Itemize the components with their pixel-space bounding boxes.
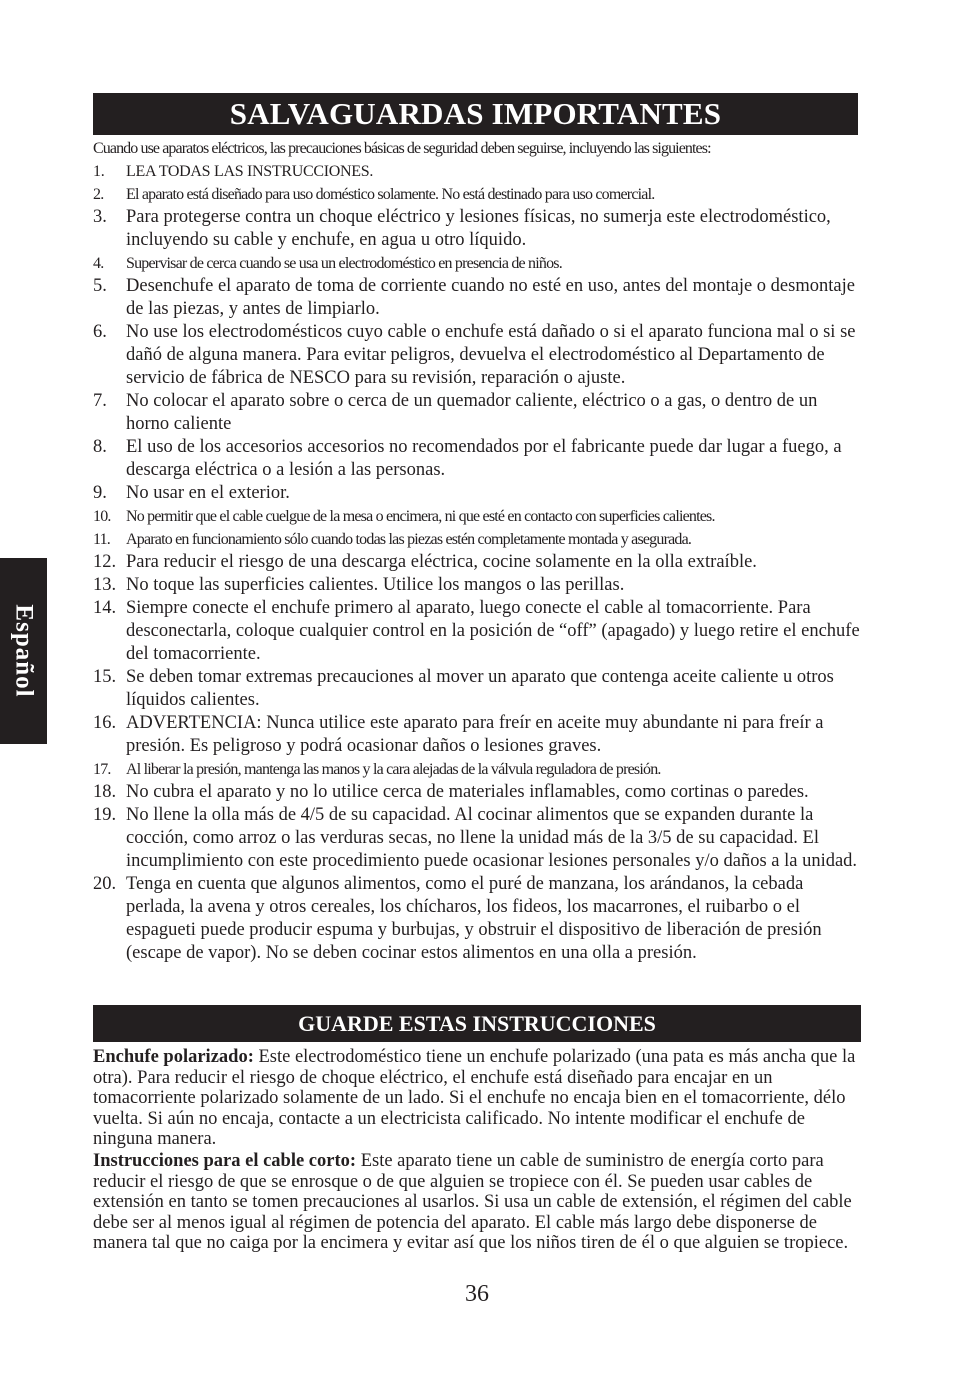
item-text: Se deben tomar extremas precauciones al mover un aparato que contenga aceite caliente u otros líquidos calientes. xyxy=(126,667,834,710)
item-number: 10. xyxy=(93,508,111,525)
list-item xyxy=(93,804,863,873)
list-item xyxy=(93,160,863,183)
polarized-plug-paragraph xyxy=(93,1047,863,1150)
short-cord-paragraph xyxy=(93,1151,863,1254)
item-number: 12. xyxy=(93,552,117,572)
item-number: 16. xyxy=(93,713,117,733)
item-text: Al liberar la presión, mantenga las manos y la cara alejadas de la válvula reguladora de presión. xyxy=(126,761,661,778)
item-number: 18. xyxy=(93,782,117,802)
list-item xyxy=(93,758,863,781)
item-number: 5. xyxy=(93,276,107,296)
item-text: No llene la olla más de 4/5 de su capacidad. Al cocinar alimentos que se expanden durante la cocción, como arroz o las verduras secas, no llene la unidad más de la 3/5 de su capacidad. El incumplimiento con este procedimiento puede ocasionar lesiones personales y/o daños a la unidad. xyxy=(126,805,858,871)
item-number: 7. xyxy=(93,391,107,411)
list-item xyxy=(93,574,863,597)
intro-text: Cuando use aparatos eléctricos, las precauciones básicas de seguridad deben seguirse, incluyendo las siguientes: xyxy=(93,140,711,157)
item-number: 14. xyxy=(93,598,117,618)
language-tab xyxy=(0,558,47,744)
item-text: Aparato en funcionamiento sólo cuando todas las piezas estén completamente montada y asegurada. xyxy=(126,531,692,548)
list-item xyxy=(93,183,863,206)
list-item xyxy=(93,252,863,275)
item-text: Para reducir el riesgo de una descarga eléctrica, cocine solamente en la olla extraíble. xyxy=(126,552,757,572)
list-item xyxy=(93,597,863,666)
list-item xyxy=(93,436,863,482)
save-instructions-banner xyxy=(93,1005,861,1042)
list-item xyxy=(93,528,863,551)
item-number: 11. xyxy=(93,531,111,548)
list-item xyxy=(93,781,863,804)
polarized-plug-text: Este electrodoméstico tiene un enchufe polarizado (una pata es más ancha que la otra). Para reducir el riesgo de choque eléctrico, el enchufe está diseñado para encajar en un tomacorriente polarizado solamente de un lado. Si el enchufe no encaja bien en el tomacorriente, délo vuelta. Si aún no encaja, contacte a un electricista calificado. No intente modificar el enchufe de ninguna manera. xyxy=(93,1047,856,1150)
item-text: ADVERTENCIA: Nunca utilice este aparato para freír en aceite muy abundante ni para freír a presión. Es peligroso y podrá ocasionar daños o lesiones graves. xyxy=(126,713,824,756)
item-text: No cubra el aparato y no lo utilice cerca de materiales inflamables, como cortinas o paredes. xyxy=(126,782,809,802)
item-number: 1. xyxy=(93,163,105,180)
short-cord-text: Este aparato tiene un cable de suministro de energía corto para reducir el riesgo de que se enrosque o de que alguien se tropiece con él. Se pueden usar cables de extensión en tanto se tomen precauciones al usarlos. Si usa un cable de extensión, el régimen del cable debe ser al menos igual al régimen de potencia del aparato. El cable más largo debe disponerse de manera tal que no caiga por la encimera y evitar así que los niños tiren de él o que alguien se tropiece. xyxy=(93,1151,852,1254)
item-number: 9. xyxy=(93,483,107,503)
list-item xyxy=(93,482,863,505)
safeguards-list xyxy=(93,160,863,965)
item-text: El aparato está diseñado para uso doméstico solamente. No está destinado para uso comercial. xyxy=(126,186,655,203)
list-item xyxy=(93,206,863,252)
item-text: LEA TODAS LAS INSTRUCCIONES. xyxy=(126,163,374,180)
save-instructions-text: GUARDE ESTAS INSTRUCCIONES xyxy=(298,1010,656,1036)
item-number: 13. xyxy=(93,575,117,595)
page-title xyxy=(93,93,858,135)
item-text: No permitir que el cable cuelgue de la mesa o encimera, ni que esté en contacto con superficies calientes. xyxy=(126,508,715,525)
item-text: El uso de los accesorios accesorios no recomendados por el fabricante puede dar lugar a fuego, a descarga eléctrica o a lesión a las personas. xyxy=(126,437,842,480)
item-number: 8. xyxy=(93,437,107,457)
item-text: Supervisar de cerca cuando se usa un electrodoméstico en presencia de niños. xyxy=(126,255,562,272)
item-text: No usar en el exterior. xyxy=(126,483,290,503)
item-number: 3. xyxy=(93,207,107,227)
item-text: No toque las superficies calientes. Utilice los mangos o las perillas. xyxy=(126,575,625,595)
list-item xyxy=(93,275,863,321)
short-cord-label: Instrucciones para el cable corto: xyxy=(93,1151,357,1171)
page-number: 36 xyxy=(465,1281,489,1307)
item-text: Siempre conecte el enchufe primero al aparato, luego conecte el cable al tomacorriente. Para desconectarla, coloque cualquier control en la posición de “off” (apagado) y luego retire el enchufe del tomacorriente. xyxy=(126,598,860,664)
language-tab-label: Español xyxy=(10,604,38,698)
item-number: 6. xyxy=(93,322,107,342)
item-text: No colocar el aparato sobre o cerca de un quemador caliente, eléctrico o a gas, o dentro de un horno caliente xyxy=(126,391,818,434)
item-text: No use los electrodomésticos cuyo cable o enchufe está dañado o si el aparato funciona mal o si se dañó de alguna manera. Para evitar peligros, devuelva el electrodoméstico al Departamento de servicio de fábrica de NESCO para su revisión, reparación o ajuste. xyxy=(126,322,856,388)
item-text: Para protegerse contra un choque eléctrico y lesiones físicas, no sumerja este electrodoméstico, incluyendo su cable y enchufe, en agua u otro líquido. xyxy=(126,207,831,250)
item-number: 2. xyxy=(93,186,104,203)
item-text: Tenga en cuenta que algunos alimentos, como el puré de manzana, los arándanos, la cebada perlada, la avena y otros cereales, los chícharos, los fideos, los macarrones, el ruibarbo o el espagueti puede producir espuma y burbujas, y obstruir el dispositivo de liberación de presión (escape de vapor). No se deben cocinar estos alimentos en una olla a presión. xyxy=(126,874,822,963)
item-number: 19. xyxy=(93,805,117,825)
item-number: 4. xyxy=(93,255,104,272)
polarized-plug-label: Enchufe polarizado: xyxy=(93,1047,254,1067)
list-item xyxy=(93,551,863,574)
list-item xyxy=(93,666,863,712)
item-text: Desenchufe el aparato de toma de corriente cuando no esté en uso, antes del montaje o desmontaje de las piezas, y antes de limpiarlo. xyxy=(126,276,855,319)
list-item xyxy=(93,390,863,436)
list-item xyxy=(93,321,863,390)
item-number: 17. xyxy=(93,761,111,778)
item-number: 15. xyxy=(93,667,117,687)
list-item xyxy=(93,505,863,528)
list-item xyxy=(93,712,863,758)
list-item xyxy=(93,873,863,965)
page-title-text: SALVAGUARDAS IMPORTANTES xyxy=(229,96,722,131)
item-number: 20. xyxy=(93,874,117,894)
